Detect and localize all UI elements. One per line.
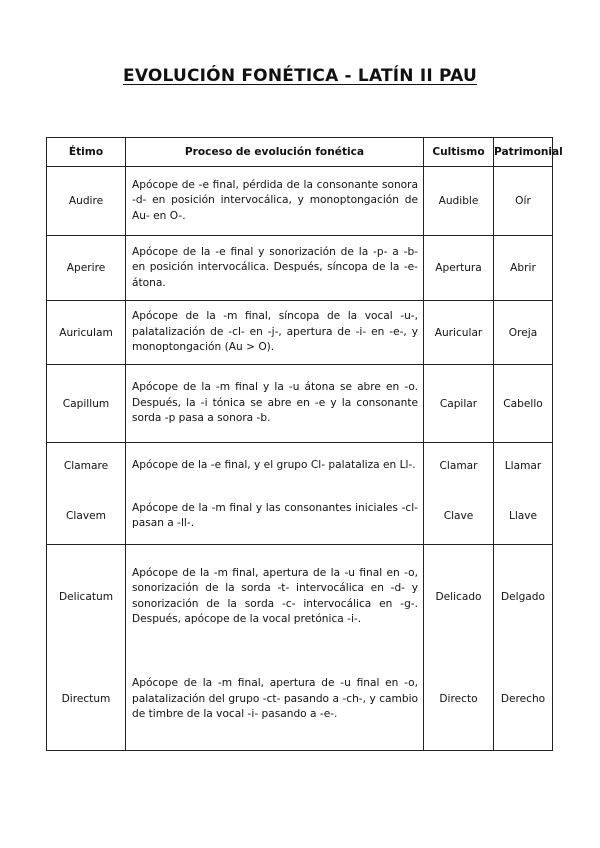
header-patrimonial: Patrimonial [494, 138, 553, 167]
proceso-cell: Apócope de la -m final y la -u átona se abre en -o. Después, la -i tónica se abre en -e y la consonante sorda -p pasa a sonora -b. [126, 365, 424, 443]
cultismo-cell: Capilar [424, 365, 494, 443]
table-header-row [47, 138, 553, 167]
etimo-cell: Aperire [47, 236, 126, 301]
table-row [47, 236, 553, 301]
cultismo-cell: Clave [424, 489, 494, 545]
page-title: EVOLUCIÓN FONÉTICA - LATÍN II PAU [123, 66, 477, 86]
cultismo-cell: Apertura [424, 236, 494, 301]
proceso-cell: Apócope de la -m final, apertura de la -u final en -o, sonorización de la sorda -t- intervocálica en -d- y sonorización de la sorda -c- intervocálica en -g-. Después, apócope de la vocal pretónica -i-. [126, 545, 424, 649]
proceso-cell: Apócope de la -e final y sonorización de la -p- a -b- en posición intervocálica. Después, síncopa de la -e- átona. [126, 236, 424, 301]
patrimonial-cell: Cabello [494, 365, 553, 443]
etimo-cell: Auriculam [47, 301, 126, 365]
patrimonial-cell: Delgado [494, 545, 553, 649]
patrimonial-cell: Llave [494, 489, 553, 545]
etimo-cell: Directum [47, 649, 126, 751]
proceso-cell: Apócope de -e final, pérdida de la consonante sonora -d- en posición intervocálica, y monoptongación de Au- en O-. [126, 167, 424, 236]
cultismo-cell: Clamar [424, 443, 494, 489]
header-cultismo: Cultismo [424, 138, 494, 167]
cultismo-cell: Audible [424, 167, 494, 236]
patrimonial-cell: Llamar [494, 443, 553, 489]
table-row [47, 545, 553, 649]
proceso-cell: Apócope de la -m final y las consonantes iniciales -cl- pasan a -ll-. [126, 489, 424, 545]
header-etimo: Étimo [47, 138, 126, 167]
cultismo-cell: Delicado [424, 545, 494, 649]
table-row [47, 489, 553, 545]
patrimonial-cell: Derecho [494, 649, 553, 751]
proceso-cell: Apócope de la -e final, y el grupo Cl- palataliza en Ll-. [126, 443, 424, 489]
patrimonial-cell: Oreja [494, 301, 553, 365]
header-proceso: Proceso de evolución fonética [126, 138, 424, 167]
patrimonial-cell: Abrir [494, 236, 553, 301]
etimo-cell: Delicatum [47, 545, 126, 649]
table-row [47, 167, 553, 236]
proceso-cell: Apócope de la -m final, apertura de -u final en -o, palatalización del grupo -ct- pasando a -ch-, y cambio de timbre de la vocal -i- pasando a -e-. [126, 649, 424, 751]
table-row [47, 301, 553, 365]
table-row [47, 443, 553, 489]
etimo-cell: Clavem [47, 489, 126, 545]
etimo-cell: Clamare [47, 443, 126, 489]
evolution-table [46, 137, 563, 751]
etimo-cell: Capillum [47, 365, 126, 443]
proceso-cell: Apócope de la -m final, síncopa de la vocal -u-, palatalización de -cl- en -j-, apertura de -i- en -e-, y monoptongación (Au > O). [126, 301, 424, 365]
table-row [47, 365, 553, 443]
etimo-cell: Audire [47, 167, 126, 236]
table-row [47, 649, 553, 751]
cultismo-cell: Auricular [424, 301, 494, 365]
patrimonial-cell: Oír [494, 167, 553, 236]
cultismo-cell: Directo [424, 649, 494, 751]
